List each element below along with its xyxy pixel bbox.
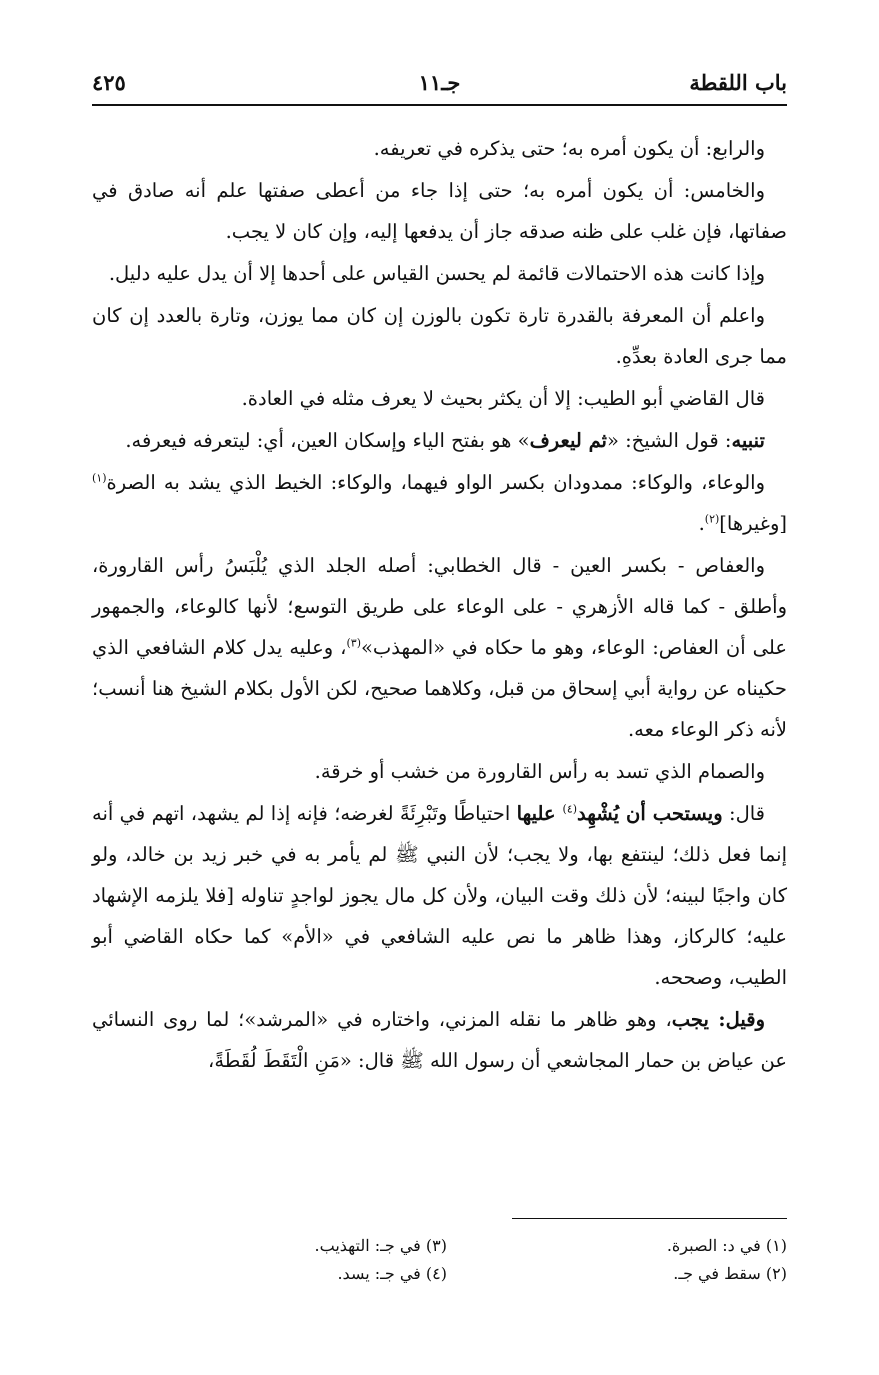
footnote-number: (١) — [765, 1236, 787, 1255]
paragraph — [92, 751, 787, 792]
paragraph — [92, 170, 787, 252]
footnote-ref: (٢) — [704, 512, 720, 526]
text-run: والرابع: أن يكون أمره به؛ حتى يذكره في تعريفه. — [373, 137, 765, 160]
text-run: ، وعليه يدل كلام الشافعي الذي حكيناه عن رواية أبي إسحاق من قبل، وكلاهما صحيح، لكن الأول بكلام الشيخ هنا أنسب؛ لأنه ذكر الوعاء معه. — [92, 636, 787, 741]
text-run: » هو بفتح الياء وإسكان العين، أي: ليتعرفه فيعرفه. — [125, 429, 530, 452]
footnote — [467, 1260, 787, 1288]
chapter-title: باب اللقطة — [689, 70, 787, 95]
paragraph — [92, 253, 787, 294]
footnote-rule — [512, 1218, 787, 1219]
text-run: والعفاص - بكسر العين - قال الخطابي: أصله الجلد الذي يُلْبَسُ رأس القارورة، وأطلق - كما قاله الأزهري - على الوعاء على طريق التوسع؛ لأنها كالوعاء، والجمهور على أن العفاص: الوعاء، وهو ما حكاه في «المهذب» — [92, 554, 787, 659]
bold-term: تنبيه — [731, 429, 765, 452]
body-text — [92, 128, 787, 1082]
paragraph — [92, 999, 787, 1081]
footnote-column-right — [467, 1232, 787, 1288]
text-run: قال: — [722, 802, 765, 825]
footnote-number: (٣) — [425, 1236, 447, 1255]
footnote-text: سقط في جـ. — [673, 1264, 761, 1283]
footnote-number: (٤) — [425, 1264, 447, 1283]
paragraph — [92, 420, 787, 461]
text-run: احتياطًا وتَبْرِئَةً لغرضه؛ فإنه إذا لم يشهد، اتهم في أنه إنما فعل ذلك؛ لينتفع بها، ولا يجب؛ لأن النبي ﷺ لم يأمر به في خبر زيد بن خالد، ولو كان واجبًا لبينه؛ لأن ذلك وقت البيان، ولأن كل مال يجوز لواجدٍ تناوله [فلا يلزمه الإشهاد عليه؛ كالركاز، وهذا ظاهر ما نص عليه الشافعي في «الأم» كما حكاه القاضي أبو الطيب، وصححه. — [92, 802, 788, 989]
footnote-ref: (١) — [92, 471, 107, 485]
text-run: . — [698, 512, 705, 535]
footnote — [127, 1232, 447, 1260]
text-run: : قول الشيخ: « — [606, 429, 732, 452]
paragraph — [92, 793, 787, 998]
bold-term: عليها — [516, 802, 563, 825]
footnote-column-left — [127, 1232, 447, 1288]
footnote-ref: (٤) — [562, 802, 578, 816]
footnote — [127, 1260, 447, 1288]
paragraph — [92, 462, 787, 544]
paragraph — [92, 128, 787, 169]
text-run: والصمام الذي تسد به رأس القارورة من خشب أو خرقة. — [314, 760, 765, 783]
text-run: قال القاضي أبو الطيب: إلا أن يكثر بحيث لا يعرف مثله في العادة. — [241, 387, 765, 410]
text-run: ، وهو ظاهر ما نقله المزني، واختاره في «المرشد»؛ لما روى النسائي عن عياض بن حمار المجاشعي أن رسول الله ﷺ قال: «مَنِ الْتَقَطَ لُقَطَةً، — [92, 1008, 787, 1072]
running-header — [92, 64, 787, 104]
bold-term: وقيل: يجب — [671, 1008, 765, 1031]
paragraph — [92, 545, 787, 750]
footnote-number: (٢) — [765, 1264, 787, 1283]
text-run: والوعاء، والوكاء: ممدودان بكسر الواو فيهما، والوكاء: الخيط الذي يشد به الصرة — [106, 471, 765, 494]
footnote-text: في د: الصبرة. — [666, 1236, 761, 1255]
text-run: [وغيرها] — [719, 512, 787, 535]
footnote — [467, 1232, 787, 1260]
text-run: وإذا كانت هذه الاحتمالات قائمة لم يحسن القياس على أحدها إلا أن يدل عليه دليل. — [108, 262, 765, 285]
header-rule — [92, 104, 787, 106]
page-number: ٤٢٥ — [92, 70, 126, 95]
text-run: والخامس: أن يكون أمره به؛ حتى إذا جاء من أعطى صفتها علم أنه صادق في صفاتها، فإن غلب على ظنه صدقه جاز أن يدفعها إليه، وإن كان لا يجب. — [92, 179, 787, 243]
footnote-ref: (٣) — [346, 636, 361, 650]
bold-term: ثم ليعرف — [529, 429, 607, 452]
paragraph — [92, 378, 787, 419]
footnote-text: في جـ: التهذيب. — [314, 1236, 421, 1255]
footnote-text: في جـ: يسد. — [337, 1264, 421, 1283]
bold-term: ويستحب أن يُشْهِد — [577, 802, 723, 825]
volume-label: جـ١١ — [418, 70, 461, 95]
text-run: واعلم أن المعرفة بالقدرة تارة تكون بالوزن إن كان مما يوزن، وتارة بالعدد إن كان مما جرى العادة بعدِّهِ. — [92, 304, 787, 368]
paragraph — [92, 295, 787, 377]
